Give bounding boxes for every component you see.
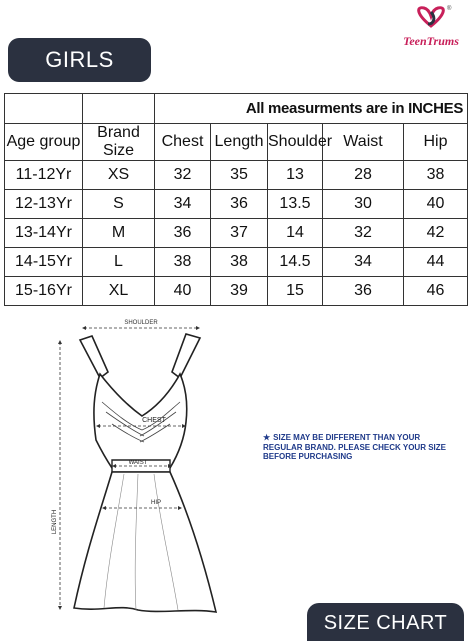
page-title: GIRLS DRESS [8, 38, 151, 82]
table-cell: 34 [155, 190, 211, 219]
table-cell: M [83, 219, 155, 248]
table-cell: L [83, 248, 155, 277]
table-cell: 38 [211, 248, 268, 277]
table-cell: 13.5 [268, 190, 323, 219]
note-row [5, 94, 468, 124]
table-cell: 15-16Yr [5, 277, 83, 306]
table-row [5, 190, 468, 219]
header-hip: Hip [404, 124, 468, 161]
table-cell: 38 [155, 248, 211, 277]
table-cell: 38 [404, 161, 468, 190]
disclaimer-text: SIZE MAY BE DIFFERENT THAN YOUR REGULAR BRAND. PLEASE CHECK YOUR SIZE BEFORE PURCHASING [263, 433, 446, 461]
table-cell: 46 [404, 277, 468, 306]
size-table [4, 93, 468, 306]
dress-diagram [20, 312, 240, 630]
brand-name: TeenTrums [403, 34, 459, 48]
shoulder-label: SHOULDER [124, 320, 158, 326]
waist-label: WAIST [128, 460, 148, 466]
star-icon: ★ [263, 433, 271, 442]
table-cell: 12-13Yr [5, 190, 83, 219]
chest-label: CHEST [142, 417, 166, 424]
table-cell: 42 [404, 219, 468, 248]
hip-label: HIP [150, 500, 162, 506]
skirt [74, 472, 216, 612]
table-row [5, 248, 468, 277]
table-cell: 28 [323, 161, 404, 190]
brand-logo [396, 4, 466, 50]
table-cell: 40 [404, 190, 468, 219]
header-chest: Chest [155, 124, 211, 161]
table-cell: 35 [211, 161, 268, 190]
table-cell: 13-14Yr [5, 219, 83, 248]
table-cell: 32 [323, 219, 404, 248]
table-cell: 13 [268, 161, 323, 190]
table-cell: 39 [211, 277, 268, 306]
table-row [5, 219, 468, 248]
table-cell: 37 [211, 219, 268, 248]
bodice [94, 374, 187, 468]
length-label: LENGTH [52, 509, 58, 535]
size-disclaimer [263, 433, 453, 462]
table-cell: 11-12Yr [5, 161, 83, 190]
table-cell: 34 [323, 248, 404, 277]
table-cell: 30 [323, 190, 404, 219]
header-length: Length [211, 124, 268, 161]
header-waist: Waist [323, 124, 404, 161]
size-table-wrap [4, 93, 467, 306]
table-cell: 36 [155, 219, 211, 248]
table-cell: 36 [323, 277, 404, 306]
table-cell: XS [83, 161, 155, 190]
table-cell: 14 [268, 219, 323, 248]
left-strap [80, 336, 108, 378]
header-shoulder: Shoulder [268, 124, 323, 161]
table-cell: S [83, 190, 155, 219]
table-row [5, 277, 468, 306]
table-cell: 32 [155, 161, 211, 190]
table-cell: 40 [155, 277, 211, 306]
table-cell: 44 [404, 248, 468, 277]
table-cell: 14.5 [268, 248, 323, 277]
header-age-group: Age group [5, 124, 83, 161]
header-row [5, 124, 468, 161]
table-cell: 14-15Yr [5, 248, 83, 277]
size-chart-label: SIZE CHART [307, 603, 464, 641]
measurement-note: All measurments are in INCHES [155, 94, 468, 124]
table-cell: 15 [268, 277, 323, 306]
table-cell: XL [83, 277, 155, 306]
registered-mark: ® [447, 6, 452, 12]
table-row [5, 161, 468, 190]
right-strap [172, 334, 200, 378]
table-cell: 36 [211, 190, 268, 219]
header-brand-size: Brand Size [83, 124, 155, 161]
brand-logo-icon [410, 4, 452, 34]
